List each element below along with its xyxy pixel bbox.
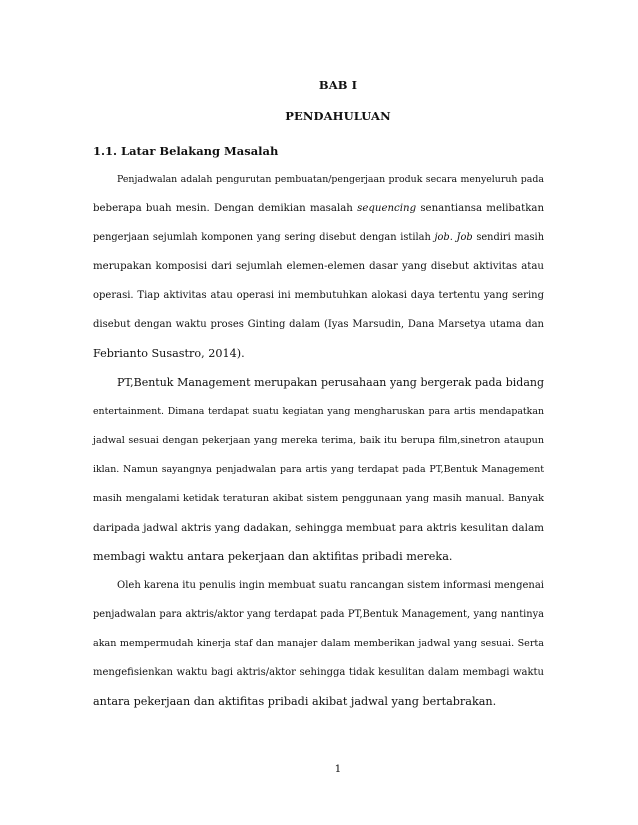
chapter-number: BAB I — [318, 78, 358, 92]
paragraph-line: Penjadwalan adalah pengurutan pembuatan/pengerjaan produk secara menyeluruh pada — [117, 174, 544, 185]
paragraph-line: iklan. Namun sayangnya penjadwalan para artis yang terdapat pada PT,Bentuk Management — [93, 464, 544, 475]
paragraph-line: daripada jadwal aktris yang dadakan, sehingga membuat para aktris kesulitan dalam — [93, 522, 544, 534]
page-number: 1 — [334, 763, 342, 775]
paragraph-line: entertainment. Dimana terdapat suatu kegiatan yang mengharuskan para artis mendapatkan — [93, 406, 544, 417]
paragraph-line: akan mempermudah kinerja staf dan manajer dalam memberikan jadwal yang sesuai. Serta — [93, 638, 544, 649]
paragraph-line: membagi waktu antara pekerjaan dan aktifitas pribadi mereka. — [93, 550, 453, 563]
chapter-title: PENDAHULUAN — [285, 109, 391, 123]
paragraph-line: Oleh karena itu penulis ingin membuat suatu rancangan sistem informasi mengenai — [117, 580, 544, 591]
paragraph-line: disebut dengan waktu proses Ginting dalam (Iyas Marsudin, Dana Marsetya utama dan — [93, 319, 544, 330]
paragraph-line: PT,Bentuk Management merupakan perusahaan yang bergerak pada bidang — [117, 376, 544, 389]
paragraph-line: mengefisienkan waktu bagi aktris/aktor sehingga tidak kesulitan dalam membagi waktu — [93, 667, 544, 678]
paragraph-line: operasi. Tiap aktivitas atau operasi ini membutuhkan alokasi daya tertentu yang sering — [93, 290, 544, 301]
paragraph-line: beberapa buah mesin. Dengan demikian masalah sequencing senantiansa melibatkan — [93, 203, 545, 214]
paragraph-line: pengerjaan sejumlah komponen yang sering disebut dengan istilah job. Job sendiri masih — [93, 232, 545, 243]
paragraph-line: penjadwalan para aktris/aktor yang terdapat pada PT,Bentuk Management, yang nantinya — [93, 609, 544, 620]
paragraph-line: masih mengalami ketidak teraturan akibat sistem penggunaan yang masih manual. Banyak — [93, 493, 544, 504]
paragraph-line: merupakan komposisi dari sejumlah elemen-elemen dasar yang disebut aktivitas atau — [93, 261, 544, 272]
paragraph-line: Febrianto Susastro, 2014). — [93, 347, 245, 360]
paragraph-line: jadwal sesuai dengan pekerjaan yang mereka terima, baik itu berupa film,sinetron ataupun — [93, 435, 544, 446]
paragraph-line: antara pekerjaan dan aktifitas pribadi akibat jadwal yang bertabrakan. — [93, 695, 497, 708]
section-heading: 1.1. Latar Belakang Masalah — [93, 144, 279, 158]
